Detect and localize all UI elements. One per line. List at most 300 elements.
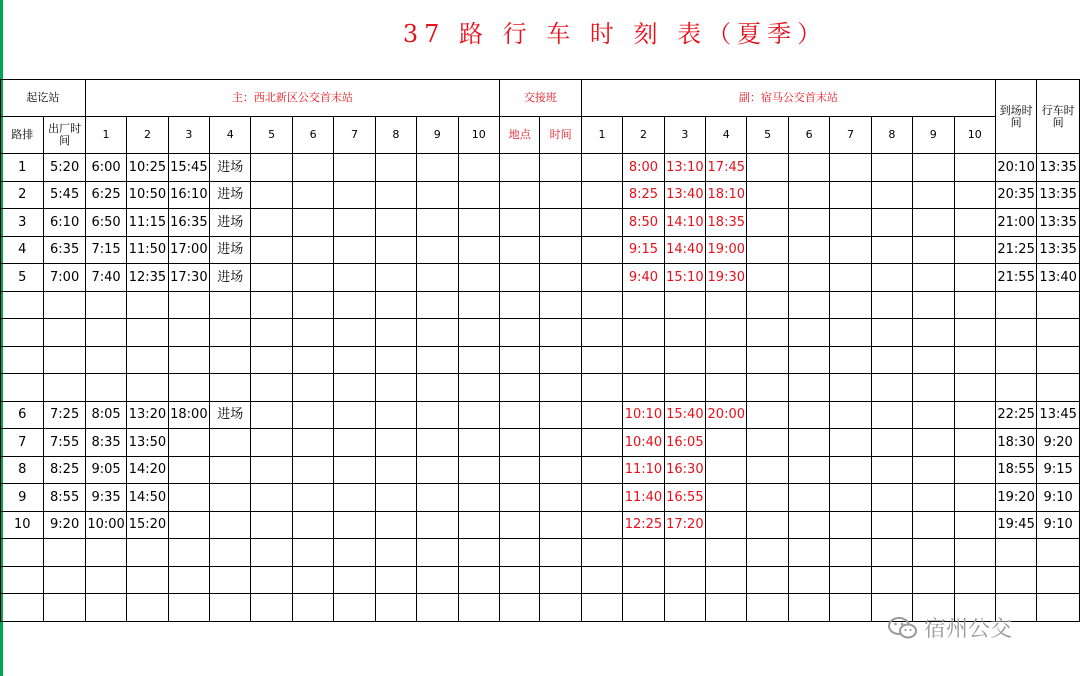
sub-trip-cell [830,594,871,622]
sub-trip-cell [830,236,871,264]
sub-trip-cell [871,566,912,594]
depart-time-cell: 7:00 [44,264,85,292]
main-trip-cell [85,374,126,402]
handover-place-cell [500,401,540,429]
main-trip-cell [375,484,416,512]
main-trip-cell [375,154,416,182]
main-trip-number-header: 1 [85,117,126,154]
sub-trip-cell [871,291,912,319]
main-trip-cell: 15:20 [127,511,168,539]
main-trip-cell [458,209,500,237]
sub-trip-cell [871,319,912,347]
table-row [1,484,1080,512]
sub-trip-cell [747,236,788,264]
sub-trip-cell [581,181,622,209]
main-trip-cell [458,566,500,594]
main-trip-cell [375,566,416,594]
table-row [1,209,1080,237]
sub-trip-cell [623,319,664,347]
main-trip-cell [251,594,292,622]
sub-trip-number-header: 7 [830,117,871,154]
sub-trip-cell [788,429,829,457]
main-trip-cell [168,566,209,594]
sub-trip-cell [747,319,788,347]
handover-place-cell [500,456,540,484]
main-trip-cell: 15:45 [168,154,209,182]
main-trip-cell [292,484,333,512]
run-time-cell: 13:35 [1037,236,1080,264]
main-trip-cell: 18:00 [168,401,209,429]
route-no-cell: 5 [1,264,44,292]
sub-trip-cell [623,539,664,567]
main-trip-cell [251,511,292,539]
handover-time-cell [540,346,581,374]
sub-trip-cell [788,484,829,512]
handover-place-cell [500,319,540,347]
main-trip-cell [417,264,458,292]
sub-trip-cell [954,374,995,402]
main-trip-cell [292,401,333,429]
run-time-cell [1037,566,1080,594]
arrive-depot-cell [995,346,1036,374]
sub-trip-cell [954,264,995,292]
main-trip-cell [168,319,209,347]
sub-trip-cell [954,346,995,374]
main-trip-cell: 11:50 [127,236,168,264]
main-trip-cell [210,319,251,347]
main-trip-cell: 14:20 [127,456,168,484]
sub-trip-cell: 9:40 [623,264,664,292]
run-time-cell: 9:20 [1037,429,1080,457]
main-trip-cell [375,264,416,292]
main-trip-cell [375,401,416,429]
main-trip-cell [251,319,292,347]
sub-trip-cell [623,291,664,319]
sub-trip-cell [871,511,912,539]
main-trip-cell [334,291,375,319]
sub-trip-cell [581,374,622,402]
depart-time-cell: 5:20 [44,154,85,182]
wechat-logo-icon [888,616,918,640]
main-trip-cell [168,594,209,622]
main-trip-cell [85,319,126,347]
run-time-cell: 9:10 [1037,511,1080,539]
sub-trip-cell [706,374,747,402]
table-row [1,319,1080,347]
main-trip-cell [251,346,292,374]
main-trip-cell [375,319,416,347]
main-trip-cell [292,154,333,182]
sub-trip-cell [747,539,788,567]
sub-trip-number-header: 10 [954,117,995,154]
sub-trip-cell [623,374,664,402]
sub-trip-cell [954,429,995,457]
main-trip-cell [210,511,251,539]
table-row [1,181,1080,209]
sub-trip-cell: 17:45 [706,154,747,182]
handover-place-cell [500,154,540,182]
main-trip-cell [168,429,209,457]
sub-trip-cell: 16:30 [664,456,705,484]
sub-trip-cell [913,566,954,594]
sub-trip-cell [581,209,622,237]
sub-trip-cell [747,594,788,622]
sub-trip-cell [747,484,788,512]
sub-trip-cell [954,484,995,512]
handover-place-cell [500,511,540,539]
table-row [1,264,1080,292]
route-no-cell [1,346,44,374]
main-trip-cell: 7:15 [85,236,126,264]
sub-trip-cell [913,511,954,539]
depart-depot-header: 出厂时间 [44,117,85,154]
main-trip-cell: 7:40 [85,264,126,292]
handover-time-cell [540,154,581,182]
sub-trip-cell: 8:50 [623,209,664,237]
sub-trip-cell [581,566,622,594]
main-trip-cell [417,484,458,512]
run-time-cell: 9:15 [1037,456,1080,484]
main-trip-cell [334,374,375,402]
sub-trip-cell [830,291,871,319]
main-trip-cell: 9:35 [85,484,126,512]
main-trip-cell [251,181,292,209]
table-row [1,429,1080,457]
main-trip-cell [251,539,292,567]
table-row [1,566,1080,594]
route-no-cell [1,291,44,319]
sub-trip-cell [747,374,788,402]
main-trip-cell [458,264,500,292]
main-trip-cell: 14:50 [127,484,168,512]
run-time-cell: 13:35 [1037,154,1080,182]
main-trip-cell [292,236,333,264]
main-trip-cell: 进场 [210,209,251,237]
sub-trip-cell [664,346,705,374]
sub-trip-cell [913,319,954,347]
main-trip-cell [417,511,458,539]
route-no-cell: 2 [1,181,44,209]
main-trip-cell: 13:20 [127,401,168,429]
sub-trip-cell [581,319,622,347]
handover-time-cell [540,539,581,567]
main-trip-cell: 进场 [210,181,251,209]
route-no-cell: 8 [1,456,44,484]
sub-trip-cell [706,291,747,319]
main-trip-cell [292,264,333,292]
table-row [1,291,1080,319]
main-trip-cell [168,346,209,374]
sub-trip-cell [706,346,747,374]
handover-place-cell [500,209,540,237]
main-trip-cell [292,209,333,237]
main-trip-cell [334,264,375,292]
main-trip-cell [168,374,209,402]
handover-place-cell [500,484,540,512]
handover-place-cell [500,236,540,264]
sub-trip-cell: 11:10 [623,456,664,484]
main-trip-cell [251,456,292,484]
sub-trip-cell [830,539,871,567]
route-no-cell: 6 [1,401,44,429]
main-trip-cell [168,484,209,512]
main-trip-cell [168,511,209,539]
sub-trip-cell [747,209,788,237]
main-trip-cell [292,319,333,347]
sub-trip-cell [706,566,747,594]
sub-trip-cell [871,181,912,209]
main-trip-cell [251,264,292,292]
main-trip-cell: 11:15 [127,209,168,237]
main-trip-cell [334,566,375,594]
main-trip-cell [210,346,251,374]
main-trip-cell: 17:00 [168,236,209,264]
sub-trip-cell [871,264,912,292]
main-trip-cell [375,236,416,264]
sub-trip-cell [788,236,829,264]
handover-place-cell [500,594,540,622]
sub-trip-cell [581,264,622,292]
depart-time-cell: 6:10 [44,209,85,237]
sub-trip-cell [581,429,622,457]
sub-trip-cell [954,291,995,319]
run-time-cell [1037,374,1080,402]
main-trip-cell [334,511,375,539]
sub-trip-number-header: 3 [664,117,705,154]
sub-trip-cell [706,429,747,457]
run-time-cell [1037,594,1080,622]
sub-trip-cell [581,511,622,539]
route-no-cell: 9 [1,484,44,512]
sub-trip-cell [788,566,829,594]
handover-time-cell [540,511,581,539]
sub-trip-cell [788,154,829,182]
sub-trip-cell [581,401,622,429]
sub-trip-number-header: 4 [706,117,747,154]
sub-trip-cell [788,374,829,402]
main-trip-cell [85,291,126,319]
main-trip-cell [127,594,168,622]
sub-trip-cell [871,236,912,264]
main-trip-number-header: 2 [127,117,168,154]
main-trip-cell [458,401,500,429]
main-trip-cell [127,566,168,594]
main-trip-cell [85,566,126,594]
sub-trip-cell [581,594,622,622]
sub-trip-cell [913,401,954,429]
sub-trip-cell: 18:10 [706,181,747,209]
main-trip-cell [334,346,375,374]
sub-trip-cell [913,539,954,567]
sub-trip-cell: 9:15 [623,236,664,264]
sub-trip-cell [706,594,747,622]
sub-trip-cell [747,291,788,319]
sub-trip-number-header: 9 [913,117,954,154]
table-row [1,539,1080,567]
main-trip-cell [334,429,375,457]
main-trip-cell [417,539,458,567]
sub-trip-cell [954,401,995,429]
main-trip-cell [251,154,292,182]
sub-trip-cell: 15:10 [664,264,705,292]
sub-trip-cell [871,484,912,512]
main-trip-cell [210,594,251,622]
sub-trip-cell: 14:10 [664,209,705,237]
main-trip-cell [417,346,458,374]
main-trip-cell [251,209,292,237]
route-no-cell: 10 [1,511,44,539]
sub-trip-cell [664,539,705,567]
sub-trip-cell [871,539,912,567]
sub-trip-cell: 13:10 [664,154,705,182]
main-trip-cell: 10:25 [127,154,168,182]
sub-trip-cell [954,319,995,347]
sub-trip-cell [747,181,788,209]
sub-trip-cell [913,264,954,292]
handover-time-cell [540,236,581,264]
sub-trip-cell: 10:10 [623,401,664,429]
main-trip-cell [417,154,458,182]
main-trip-cell [168,456,209,484]
sub-trip-cell [871,154,912,182]
main-trip-cell [251,401,292,429]
main-trip-cell: 10:00 [85,511,126,539]
sub-trip-cell [830,484,871,512]
sub-trip-cell [664,291,705,319]
depart-time-cell [44,374,85,402]
arrive-depot-cell: 20:35 [995,181,1036,209]
sub-trip-cell [830,429,871,457]
main-trip-cell [375,346,416,374]
sub-trip-cell [788,456,829,484]
sub-trip-cell [706,539,747,567]
run-time-cell: 13:45 [1037,401,1080,429]
sub-trip-cell [623,566,664,594]
main-trip-cell: 16:35 [168,209,209,237]
sub-trip-cell: 8:00 [623,154,664,182]
arrive-depot-cell [995,374,1036,402]
main-trip-cell [210,374,251,402]
main-trip-cell [375,181,416,209]
main-trip-cell [458,291,500,319]
arrive-depot-header: 到场时间 [995,80,1036,154]
arrive-depot-cell: 21:00 [995,209,1036,237]
main-trip-cell [210,566,251,594]
sub-trip-cell: 15:40 [664,401,705,429]
main-trip-number-header: 7 [334,117,375,154]
sub-trip-cell [788,594,829,622]
timetable [0,79,1080,622]
sub-trip-cell [871,401,912,429]
main-trip-cell: 8:35 [85,429,126,457]
sub-trip-cell [788,511,829,539]
sub-trip-cell [581,154,622,182]
main-trip-cell [251,429,292,457]
sub-trip-cell [706,484,747,512]
main-trip-cell [458,374,500,402]
main-trip-number-header: 8 [375,117,416,154]
main-trip-cell [458,181,500,209]
sub-trip-cell [830,264,871,292]
sub-trip-number-header: 5 [747,117,788,154]
depart-time-cell: 8:25 [44,456,85,484]
main-trip-cell: 17:30 [168,264,209,292]
main-trip-cell [85,594,126,622]
sub-trip-cell [830,374,871,402]
main-trip-cell [292,539,333,567]
depart-time-cell: 6:35 [44,236,85,264]
sub-trip-cell [581,456,622,484]
sub-trip-cell [788,291,829,319]
sub-trip-cell [954,209,995,237]
sub-trip-cell: 16:55 [664,484,705,512]
table-row [1,401,1080,429]
handover-place-cell [500,181,540,209]
sub-trip-cell [954,236,995,264]
sub-trip-cell [581,539,622,567]
table-row [1,236,1080,264]
sub-trip-cell [788,401,829,429]
sub-trip-cell [747,264,788,292]
sub-trip-cell [623,346,664,374]
depart-time-cell [44,566,85,594]
sub-trip-cell [830,401,871,429]
sub-trip-cell [747,401,788,429]
run-time-cell: 9:10 [1037,484,1080,512]
sub-trip-cell [830,456,871,484]
sub-trip-cell [913,374,954,402]
main-trip-cell [210,484,251,512]
main-trip-cell [334,401,375,429]
main-trip-cell [375,209,416,237]
sub-trip-cell [954,566,995,594]
main-trip-cell [458,236,500,264]
main-trip-cell [375,511,416,539]
sub-trip-cell: 10:40 [623,429,664,457]
table-row [1,154,1080,182]
run-time-header: 行车时间 [1037,80,1080,154]
sub-trip-cell: 13:40 [664,181,705,209]
sub-trip-cell [913,181,954,209]
main-trip-cell [334,181,375,209]
sub-trip-cell [913,456,954,484]
handover-place-cell [500,291,540,319]
main-trip-cell [458,539,500,567]
main-trip-cell [334,319,375,347]
handover-time-cell [540,401,581,429]
main-trip-cell: 进场 [210,236,251,264]
sub-trip-cell [747,346,788,374]
main-trip-cell: 6:00 [85,154,126,182]
sub-trip-cell [871,456,912,484]
handover-place-cell [500,539,540,567]
main-trip-number-header: 3 [168,117,209,154]
main-trip-cell [458,511,500,539]
sub-trip-cell [954,456,995,484]
arrive-depot-cell [995,291,1036,319]
main-trip-cell [458,594,500,622]
main-station-header: 主：西北新区公交首末站 [85,80,499,117]
sub-trip-cell: 20:00 [706,401,747,429]
sub-trip-cell [830,319,871,347]
main-trip-cell: 6:25 [85,181,126,209]
sub-trip-cell [954,511,995,539]
sub-trip-cell [788,346,829,374]
sub-trip-cell [913,291,954,319]
handover-time-cell [540,594,581,622]
sub-trip-cell [664,319,705,347]
sub-trip-cell [706,511,747,539]
